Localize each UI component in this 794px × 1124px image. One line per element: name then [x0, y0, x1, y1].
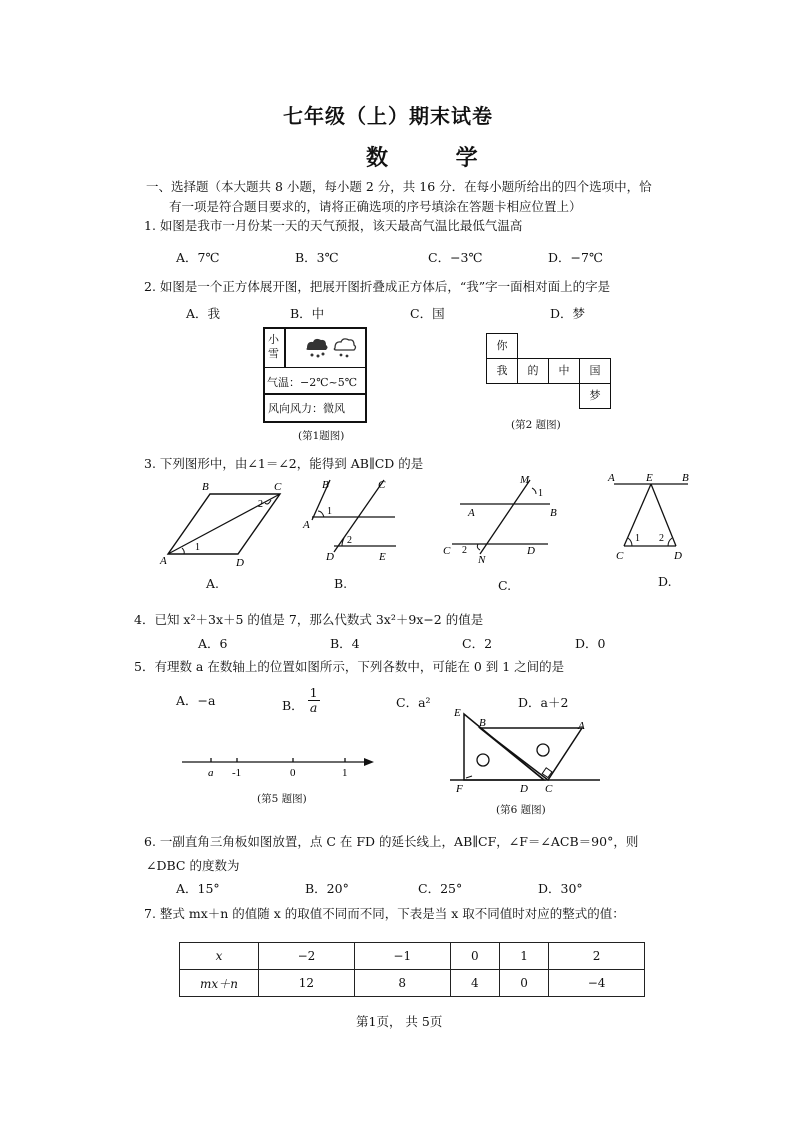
q5-option-b-fraction: [308, 686, 320, 715]
axis-label-minus-1: -1: [232, 767, 242, 779]
q1-option-b: B．3℃: [295, 250, 339, 265]
svg-text:1: 1: [635, 533, 640, 544]
number-line-figure: [178, 752, 378, 782]
question-3-text: 3. 下列图形中，由∠1＝∠2，能得到 AB∥CD 的是: [144, 456, 424, 471]
svg-text:2: 2: [347, 535, 352, 546]
svg-text:1: 1: [327, 506, 332, 517]
question-6-text-line1: 6. 一副直角三角板如图放置，点 C 在 FD 的延长线上，AB∥CF，∠F＝∠ACB＝90°，则: [144, 834, 639, 849]
table-cell: mx＋n: [180, 970, 259, 997]
cube-cell-bottom-label: 梦: [589, 389, 601, 402]
svg-text:B: B: [682, 472, 689, 484]
page-footer: 第1页， 共 5页: [356, 1014, 443, 1029]
svg-text:E: E: [379, 551, 386, 563]
q2-option-d: D．梦: [550, 306, 586, 321]
q4-option-d: D．0: [575, 636, 606, 651]
axis-label-0: 0: [290, 767, 296, 779]
cube-cell-1: [486, 358, 518, 384]
q4-option-c: C．2: [462, 636, 493, 651]
svg-text:D: D: [326, 551, 334, 563]
section-header-line1: 一、选择题（本大题共 8 小题，每小题 2 分，共 16 分．在每小题所给出的四个选项中，恰: [146, 179, 652, 194]
table-cell: −1: [354, 943, 450, 970]
svg-text:A: A: [468, 507, 475, 519]
cube-cell-2: [517, 358, 549, 384]
question-2-text: 2. 如图是一个正方体展开图，把展开图折叠成正方体后，“我”字一面相对面上的字是: [144, 279, 611, 294]
svg-text:A: A: [303, 519, 310, 531]
svg-text:2: 2: [462, 545, 467, 556]
figure-5-caption: (第5 题图): [257, 793, 307, 805]
weather-divider: [284, 329, 286, 367]
svg-text:A: A: [578, 720, 585, 732]
question-7-text: 7. 整式 mx＋n 的值随 x 的取值不同而不同，下表是当 x 取不同值时对应的整式的值：: [144, 906, 625, 921]
svg-text:A: A: [160, 555, 167, 567]
weather-wind: 风向风力：微风: [268, 402, 345, 415]
axis-label-a: a: [208, 767, 214, 779]
q5-option-c: C．a²: [396, 695, 431, 710]
figure-1-caption: (第1题图): [298, 430, 345, 442]
snow-cloud-icon: [303, 336, 359, 360]
q2-option-a: A．我: [186, 306, 221, 321]
q7-value-table: [179, 942, 645, 997]
svg-text:B: B: [322, 479, 329, 491]
q6-option-b: B．20°: [305, 881, 349, 896]
question-5-text: 5．有理数 a 在数轴上的位置如图所示，下列各数中，可能在 0 到 1 之间的是: [134, 659, 565, 674]
q6-option-d: D．30°: [538, 881, 583, 896]
q5-option-b-prefix: B．: [282, 698, 304, 713]
q3-option-a: A.: [206, 576, 220, 591]
q1-option-a: A．7℃: [176, 250, 220, 265]
svg-text:D: D: [236, 557, 244, 568]
svg-text:E: E: [646, 472, 653, 484]
cube-cell-3: [548, 358, 580, 384]
svg-text:F: F: [456, 783, 463, 795]
svg-text:2: 2: [659, 533, 664, 544]
svg-text:C: C: [545, 783, 553, 795]
q6-option-c: C．25°: [418, 881, 463, 896]
table-cell: −4: [549, 970, 645, 997]
q3-figure-c: [440, 470, 570, 570]
svg-text:D: D: [520, 783, 528, 795]
q3-figure-a: [158, 478, 293, 568]
axis-label-1: 1: [342, 767, 348, 779]
weather-label: 小雪: [268, 333, 279, 360]
q2-option-b: B．中: [290, 306, 325, 321]
table-cell: 4: [450, 970, 499, 997]
question-6-text-line2: ∠DBC 的度数为: [146, 858, 240, 873]
q3-figure-d: [604, 466, 699, 566]
q4-option-b: B．4: [330, 636, 360, 651]
svg-text:1: 1: [195, 542, 200, 553]
q3-option-d: D.: [658, 574, 672, 589]
svg-text:N: N: [478, 554, 486, 566]
table-header-row: [180, 943, 645, 970]
q5-option-b-numerator: 1: [309, 685, 318, 700]
svg-text:1: 1: [538, 488, 543, 499]
weather-temperature: 气温：−2℃~5℃: [267, 376, 358, 389]
svg-text:A: A: [608, 472, 615, 484]
table-row: [180, 970, 645, 997]
section-header-line2: 有一项是符合题目要求的，请将正确选项的序号填涂在答题卡相应位置上）: [169, 199, 582, 214]
q4-option-a: A．6: [198, 636, 228, 651]
exam-title: 七年级（上）期末试卷: [283, 104, 493, 128]
svg-text:D: D: [674, 550, 682, 562]
cube-cell-top: [486, 333, 518, 359]
question-1-text: 1. 如图是我市一月份某一天的天气预报，该天最高气温比最低气温高: [144, 218, 523, 233]
q3-option-c: C.: [498, 578, 512, 593]
cube-cell-bottom: [579, 383, 611, 409]
svg-text:C: C: [616, 550, 624, 562]
svg-text:C: C: [274, 481, 282, 493]
weather-top-row: [265, 329, 365, 368]
cube-cell-top-label: 你: [496, 339, 508, 352]
table-cell: 2: [549, 943, 645, 970]
svg-text:D: D: [527, 545, 535, 557]
svg-text:B: B: [479, 717, 486, 729]
q5-option-d: D．a＋2: [518, 695, 569, 710]
svg-text:B: B: [202, 481, 209, 493]
table-cell: 0: [450, 943, 499, 970]
table-cell: −2: [259, 943, 355, 970]
q5-option-a: A．−a: [176, 693, 216, 708]
q3-option-b: B.: [334, 576, 348, 591]
table-cell: 8: [354, 970, 450, 997]
q5-option-b-denominator: a: [309, 700, 318, 715]
weather-forecast-figure: [263, 327, 367, 423]
svg-text:C: C: [378, 479, 386, 491]
weather-row-divider: [265, 393, 365, 395]
figure-2-caption: (第2 题图): [511, 419, 561, 431]
cube-cell-1-label: 我: [496, 364, 508, 377]
cube-cell-4: [579, 358, 611, 384]
cube-net-figure: [486, 333, 611, 413]
q2-option-c: C．国: [410, 306, 445, 321]
svg-text:M: M: [520, 474, 530, 486]
q5-option-b: [282, 686, 320, 715]
subject-title: 数 学: [366, 145, 508, 171]
set-squares-figure: [448, 704, 604, 804]
question-4-text: 4．已知 x²＋3x＋5 的值是 7，那么代数式 3x²＋9x−2 的值是: [134, 612, 484, 627]
cube-cell-2-label: 的: [527, 364, 539, 377]
cube-cell-3-label: 中: [558, 364, 570, 377]
svg-text:C: C: [443, 545, 451, 557]
table-cell: x: [180, 943, 259, 970]
svg-text:E: E: [454, 707, 461, 719]
q3-figure-b: [300, 474, 405, 569]
table-cell: 12: [259, 970, 355, 997]
cube-cell-4-label: 国: [589, 364, 601, 377]
table-cell: 1: [499, 943, 548, 970]
q6-option-a: A．15°: [176, 881, 220, 896]
svg-text:B: B: [550, 507, 557, 519]
q1-option-c: C．−3℃: [428, 250, 483, 265]
q1-option-d: D．−7℃: [548, 250, 603, 265]
svg-text:2: 2: [258, 499, 263, 510]
table-cell: 0: [499, 970, 548, 997]
figure-6-caption: (第6 题图): [496, 804, 546, 816]
